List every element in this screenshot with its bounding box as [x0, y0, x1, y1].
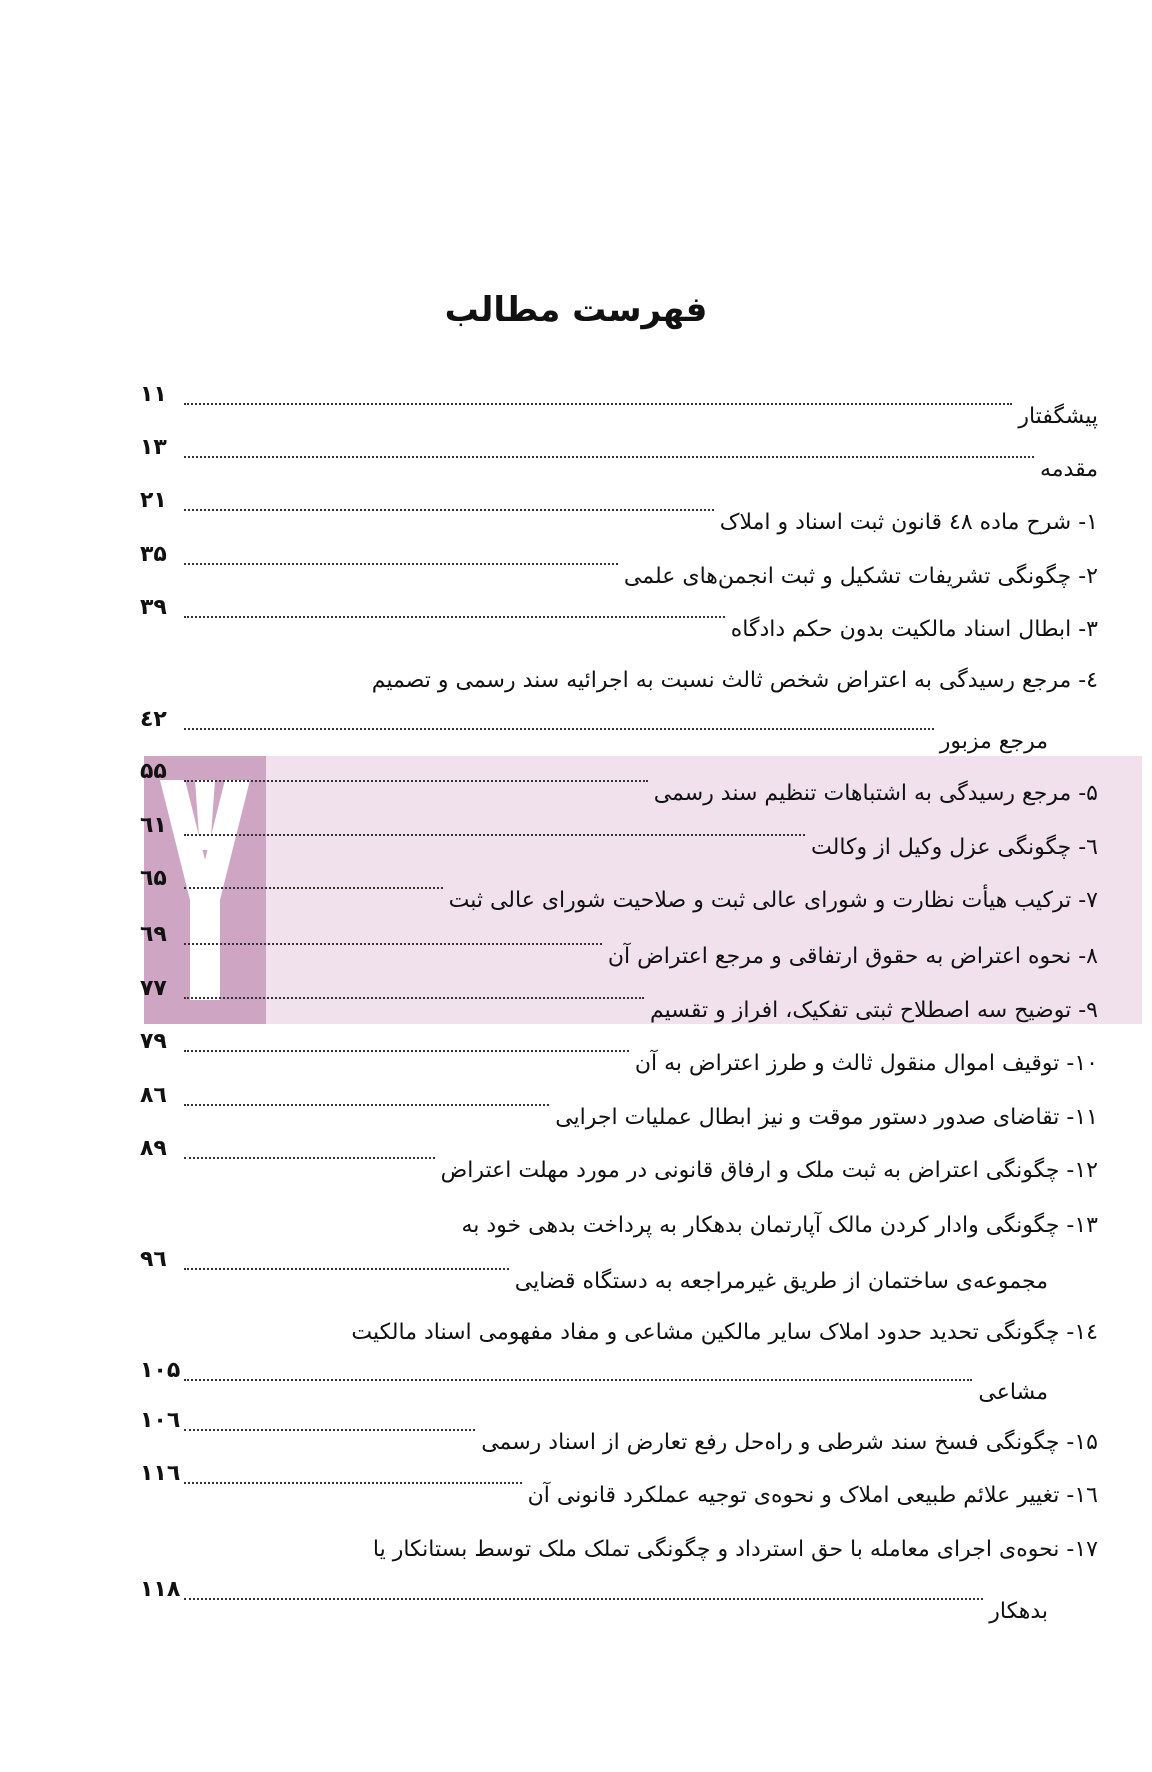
entry-title-line: ۱۷- نحوه‌ی اجرای معامله با حق استرداد و چگونگی تملک ملک توسط بستانکار یا: [372, 1537, 1098, 1562]
toc-entry[interactable]: [140, 1577, 1098, 1627]
dot-leader: [184, 834, 805, 836]
dot-leader: [184, 943, 602, 945]
entry-title: ۱۰- توقیف اموال منقول ثالث و طرز اعتراض به آن: [634, 1051, 1098, 1076]
dot-leader: [184, 1157, 435, 1159]
page-number: ۵۵: [140, 759, 167, 784]
page-number: ۱۰۵: [140, 1358, 181, 1383]
entry-title: ۱٦- تغییر علائم طبیعی املاک و نحوه‌ی توجیه عملکرد قانونی آن: [527, 1483, 1098, 1508]
entry-title: ۳- ابطال اسناد مالکیت بدون حکم دادگاه: [730, 617, 1098, 642]
page-number: ۱۱٦: [140, 1461, 181, 1486]
dot-leader: [184, 1482, 521, 1484]
toc-entry[interactable]: [140, 595, 1098, 645]
dot-leader: [184, 887, 443, 889]
entry-title: مشاعی: [978, 1380, 1048, 1405]
page-number: ۳۵: [140, 542, 167, 567]
entry-title: پیشگفتار: [1018, 404, 1098, 429]
dot-leader: [184, 1050, 629, 1052]
entry-title: مقدمه: [1039, 457, 1098, 482]
page-number: ٦۹: [140, 922, 167, 947]
dot-leader: [184, 616, 725, 618]
dot-leader: [184, 1379, 972, 1381]
page-number: ۳۹: [140, 595, 167, 620]
page-number: ۱۳: [140, 435, 167, 460]
page-number: ۹٦: [140, 1247, 167, 1272]
dot-leader: [184, 509, 714, 511]
toc-entry[interactable]: [140, 976, 1098, 1026]
dot-leader: [184, 403, 1012, 405]
toc-entry[interactable]: [140, 542, 1098, 592]
page-number: ۸٦: [140, 1083, 167, 1108]
toc-entry[interactable]: [140, 382, 1098, 432]
entry-title: ٦- چگونگی عزل وکیل از وکالت: [811, 835, 1098, 860]
dot-leader: [184, 728, 934, 730]
toc-entry[interactable]: [140, 1358, 1098, 1408]
toc-entry[interactable]: [140, 922, 1098, 972]
dot-leader: [184, 780, 648, 782]
entry-title: ۱۲- چگونگی اعتراض به ثبت ملک و ارفاق قانونی در مورد مهلت اعتراض: [440, 1158, 1098, 1183]
entry-title: ۷- ترکیب هیأت نظارت و شورای عالی ثبت و صلاحیت شورای عالی ثبت: [448, 888, 1098, 913]
page-number: ۷۹: [140, 1029, 167, 1054]
entry-title-line: ٤- مرجع رسیدگی به اعتراض شخص ثالث نسبت به اجرائیه سند رسمی و تصمیم: [371, 668, 1098, 693]
toc-entry[interactable]: [140, 1029, 1098, 1079]
page-number: ٦۱: [140, 813, 167, 838]
page-number: ۸۹: [140, 1136, 167, 1161]
page-number: ۱۱۸: [140, 1577, 181, 1602]
toc-entry[interactable]: [140, 1461, 1098, 1511]
toc-entry[interactable]: [140, 1136, 1098, 1186]
entry-title: ۱۱- تقاضای صدور دستور موقت و نیز ابطال عملیات اجرایی: [555, 1105, 1098, 1130]
entry-title: ۲- چگونگی تشریفات تشکیل و ثبت انجمن‌های علمی: [623, 564, 1098, 589]
entry-title: ۱۵- چگونگی فسخ سند شرطی و راه‌حل رفع تعارض از اسناد رسمی: [481, 1430, 1098, 1455]
toc-entry[interactable]: [140, 1083, 1098, 1133]
dot-leader: [184, 456, 1034, 458]
entry-title: مرجع مزبور: [939, 729, 1048, 754]
entry-title-line: ۱٤- چگونگی تحدید حدود املاک سایر مالکین مشاعی و مفاد مفهومی اسناد مالکیت: [351, 1320, 1098, 1345]
entry-title: ۸- نحوه اعتراض به حقوق ارتفاقی و مرجع اعتراض آن: [607, 944, 1098, 969]
page-number: ۷۷: [140, 976, 167, 1001]
toc-entry[interactable]: [140, 1408, 1098, 1458]
dot-leader: [184, 1598, 983, 1600]
toc-entry[interactable]: [140, 866, 1098, 916]
dot-leader: [184, 997, 644, 999]
page-number: ۲۱: [140, 488, 167, 513]
toc-entry[interactable]: [140, 488, 1098, 538]
entry-title: مجموعه‌ی ساختمان از طریق غیرمراجعه به دستگاه قضایی: [514, 1269, 1048, 1294]
toc-entry[interactable]: [140, 759, 1098, 809]
page-title: فهرست مطالب: [444, 290, 708, 330]
entry-title: بدهکار: [989, 1599, 1048, 1624]
page-number: ٦۵: [140, 866, 167, 891]
page-number: ٤۲: [140, 707, 167, 732]
entry-title-line: ۱۳- چگونگی وادار کردن مالک آپارتمان بدهکار به پرداخت بدهی خود به: [461, 1213, 1098, 1238]
dot-leader: [184, 1429, 475, 1431]
dot-leader: [184, 563, 618, 565]
toc-entry[interactable]: [140, 435, 1098, 485]
toc-entry[interactable]: [140, 707, 1098, 757]
dot-leader: [184, 1104, 549, 1106]
page-number: ۱۱: [140, 382, 167, 407]
toc-entry[interactable]: [140, 813, 1098, 863]
page-number: ۱۰٦: [140, 1408, 181, 1433]
entry-title: ۱- شرح ماده ٤۸ قانون ثبت اسناد و املاک: [719, 510, 1098, 535]
entry-title: ۹- توضیح سه اصطلاح ثبتی تفکیک، افراز و تقسیم: [650, 998, 1098, 1023]
toc-entry[interactable]: [140, 1247, 1098, 1297]
entry-title: ۵- مرجع رسیدگی به اشتباهات تنظیم سند رسمی: [653, 781, 1098, 806]
dot-leader: [184, 1268, 509, 1270]
